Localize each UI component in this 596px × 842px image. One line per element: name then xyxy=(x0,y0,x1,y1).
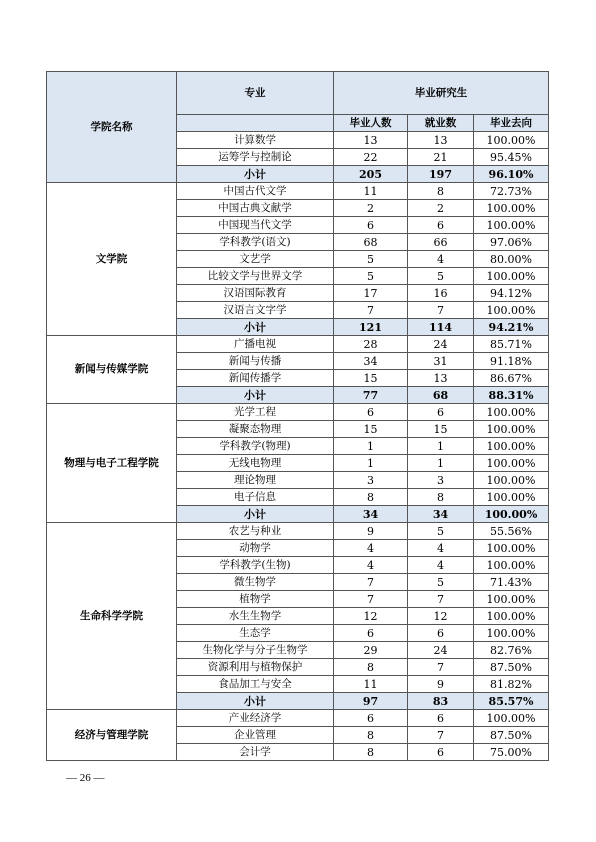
destination-rate: 95.45% xyxy=(474,149,549,166)
employed-count: 24 xyxy=(408,642,474,659)
major-name: 企业管理 xyxy=(177,727,334,744)
subtotal-label: 小计 xyxy=(177,506,334,523)
destination-rate: 81.82% xyxy=(474,676,549,693)
employed-count: 8 xyxy=(408,489,474,506)
graduates-count: 8 xyxy=(334,489,408,506)
graduates-count: 11 xyxy=(334,183,408,200)
major-name: 学科教学(物理) xyxy=(177,438,334,455)
subtotal-rate: 88.31% xyxy=(474,387,549,404)
major-name: 比较文学与世界文学 xyxy=(177,268,334,285)
employed-count: 2 xyxy=(408,200,474,217)
destination-header: 毕业去向 xyxy=(474,115,549,132)
graduates-count: 4 xyxy=(334,540,408,557)
subtotal-graduates: 77 xyxy=(334,387,408,404)
employed-count: 13 xyxy=(408,370,474,387)
college-name: 经济与管理学院 xyxy=(47,710,177,761)
major-name: 产业经济学 xyxy=(177,710,334,727)
graduates-count: 28 xyxy=(334,336,408,353)
major-name: 食品加工与安全 xyxy=(177,676,334,693)
subtotal-rate: 85.57% xyxy=(474,693,549,710)
major-name: 会计学 xyxy=(177,744,334,761)
graduates-count: 15 xyxy=(334,370,408,387)
major-name: 运筹学与控制论 xyxy=(177,149,334,166)
major-name: 新闻传播学 xyxy=(177,370,334,387)
major-name: 文艺学 xyxy=(177,251,334,268)
graduates-count: 8 xyxy=(334,659,408,676)
subtotal-label: 小计 xyxy=(177,166,334,183)
major-name: 凝聚态物理 xyxy=(177,421,334,438)
major-name: 生物化学与分子生物学 xyxy=(177,642,334,659)
major-name: 光学工程 xyxy=(177,404,334,421)
college-name: 生命科学学院 xyxy=(47,523,177,710)
destination-rate: 100.00% xyxy=(474,557,549,574)
graduates-count: 1 xyxy=(334,438,408,455)
graduates-count: 13 xyxy=(334,132,408,149)
graduates-count: 68 xyxy=(334,234,408,251)
graduates-count: 17 xyxy=(334,285,408,302)
graduates-count: 7 xyxy=(334,574,408,591)
major-name: 微生物学 xyxy=(177,574,334,591)
destination-rate: 71.43% xyxy=(474,574,549,591)
destination-rate: 100.00% xyxy=(474,625,549,642)
destination-rate: 100.00% xyxy=(474,268,549,285)
destination-rate: 100.00% xyxy=(474,591,549,608)
subtotal-rate: 100.00% xyxy=(474,506,549,523)
employed-count: 12 xyxy=(408,608,474,625)
graduate-group-header: 毕业研究生 xyxy=(334,72,549,115)
destination-rate: 100.00% xyxy=(474,200,549,217)
subtotal-rate: 94.21% xyxy=(474,319,549,336)
destination-rate: 100.00% xyxy=(474,217,549,234)
destination-rate: 100.00% xyxy=(474,710,549,727)
employed-count: 1 xyxy=(408,455,474,472)
destination-rate: 91.18% xyxy=(474,353,549,370)
destination-rate: 100.00% xyxy=(474,302,549,319)
employed-count: 5 xyxy=(408,268,474,285)
table-row xyxy=(47,523,549,540)
major-name: 资源利用与植物保护 xyxy=(177,659,334,676)
subtotal-employed: 68 xyxy=(408,387,474,404)
employed-count: 6 xyxy=(408,744,474,761)
major-name: 学科教学(语文) xyxy=(177,234,334,251)
subtotal-graduates: 121 xyxy=(334,319,408,336)
graduates-count: 7 xyxy=(334,302,408,319)
destination-rate: 82.76% xyxy=(474,642,549,659)
graduates-count: 4 xyxy=(334,557,408,574)
employed-count: 4 xyxy=(408,251,474,268)
destination-rate: 87.50% xyxy=(474,659,549,676)
employed-count: 6 xyxy=(408,710,474,727)
major-name: 无线电物理 xyxy=(177,455,334,472)
destination-rate: 100.00% xyxy=(474,132,549,149)
subtotal-employed: 197 xyxy=(408,166,474,183)
employed-count: 1 xyxy=(408,438,474,455)
graduates-count: 2 xyxy=(334,200,408,217)
major-name: 汉语国际教育 xyxy=(177,285,334,302)
graduates-count: 8 xyxy=(334,727,408,744)
subtotal-label: 小计 xyxy=(177,693,334,710)
graduates-count: 8 xyxy=(334,744,408,761)
major-name: 理论物理 xyxy=(177,472,334,489)
major-header: 专业 xyxy=(177,72,334,115)
destination-rate: 100.00% xyxy=(474,404,549,421)
destination-rate: 72.73% xyxy=(474,183,549,200)
employed-count: 31 xyxy=(408,353,474,370)
table-row xyxy=(47,710,549,727)
destination-rate: 100.00% xyxy=(474,540,549,557)
employed-count: 4 xyxy=(408,540,474,557)
employed-count: 7 xyxy=(408,727,474,744)
employed-count: 24 xyxy=(408,336,474,353)
destination-rate: 100.00% xyxy=(474,608,549,625)
graduates-count: 11 xyxy=(334,676,408,693)
employed-count: 16 xyxy=(408,285,474,302)
graduates-count: 5 xyxy=(334,251,408,268)
major-name: 中国古典文献学 xyxy=(177,200,334,217)
graduates-count: 7 xyxy=(334,591,408,608)
table-row xyxy=(47,336,549,353)
graduates-count: 22 xyxy=(334,149,408,166)
major-name: 动物学 xyxy=(177,540,334,557)
employed-count: 13 xyxy=(408,132,474,149)
graduates-count: 6 xyxy=(334,710,408,727)
major-name: 新闻与传播 xyxy=(177,353,334,370)
employed-count: 7 xyxy=(408,591,474,608)
major-name: 学科教学(生物) xyxy=(177,557,334,574)
graduates-count: 15 xyxy=(334,421,408,438)
destination-rate: 87.50% xyxy=(474,727,549,744)
employed-count: 5 xyxy=(408,574,474,591)
major-name: 植物学 xyxy=(177,591,334,608)
destination-rate: 85.71% xyxy=(474,336,549,353)
subtotal-graduates: 205 xyxy=(334,166,408,183)
subtotal-rate: 96.10% xyxy=(474,166,549,183)
employed-count: 21 xyxy=(408,149,474,166)
destination-rate: 86.67% xyxy=(474,370,549,387)
major-name: 生态学 xyxy=(177,625,334,642)
subtotal-label: 小计 xyxy=(177,387,334,404)
graduates-count: 3 xyxy=(334,472,408,489)
major-name: 计算数学 xyxy=(177,132,334,149)
college-name: 新闻与传媒学院 xyxy=(47,336,177,404)
graduates-count: 1 xyxy=(334,455,408,472)
major-name: 中国现当代文学 xyxy=(177,217,334,234)
major-name: 电子信息 xyxy=(177,489,334,506)
destination-rate: 97.06% xyxy=(474,234,549,251)
graduates-count: 34 xyxy=(334,353,408,370)
destination-rate: 75.00% xyxy=(474,744,549,761)
employed-count: 9 xyxy=(408,676,474,693)
employed-count: 66 xyxy=(408,234,474,251)
employed-count: 5 xyxy=(408,523,474,540)
graduates-count: 29 xyxy=(334,642,408,659)
employed-count: 3 xyxy=(408,472,474,489)
employed-count: 4 xyxy=(408,557,474,574)
destination-rate: 100.00% xyxy=(474,455,549,472)
major-name: 汉语言文字学 xyxy=(177,302,334,319)
employed-count: 6 xyxy=(408,404,474,421)
graduates-count: 6 xyxy=(334,625,408,642)
college-name: 文学院 xyxy=(47,183,177,336)
graduates-header: 毕业人数 xyxy=(334,115,408,132)
page-number: — 26 — xyxy=(66,772,105,784)
subtotal-employed: 34 xyxy=(408,506,474,523)
major-header-blank xyxy=(177,115,334,132)
employed-count: 6 xyxy=(408,625,474,642)
destination-rate: 80.00% xyxy=(474,251,549,268)
subtotal-employed: 83 xyxy=(408,693,474,710)
employed-count: 15 xyxy=(408,421,474,438)
employed-count: 7 xyxy=(408,659,474,676)
major-name: 中国古代文学 xyxy=(177,183,334,200)
table-row xyxy=(47,183,549,200)
major-name: 水生生物学 xyxy=(177,608,334,625)
college-header: 学院名称 xyxy=(47,72,177,183)
employed-count: 7 xyxy=(408,302,474,319)
employed-count: 8 xyxy=(408,183,474,200)
destination-rate: 100.00% xyxy=(474,472,549,489)
destination-rate: 100.00% xyxy=(474,489,549,506)
destination-rate: 100.00% xyxy=(474,421,549,438)
major-name: 广播电视 xyxy=(177,336,334,353)
major-name: 农艺与种业 xyxy=(177,523,334,540)
employed-header: 就业数 xyxy=(408,115,474,132)
graduates-count: 9 xyxy=(334,523,408,540)
employment-table xyxy=(46,71,549,761)
destination-rate: 55.56% xyxy=(474,523,549,540)
graduates-count: 6 xyxy=(334,217,408,234)
employed-count: 6 xyxy=(408,217,474,234)
college-name: 物理与电子工程学院 xyxy=(47,404,177,523)
subtotal-label: 小计 xyxy=(177,319,334,336)
graduates-count: 5 xyxy=(334,268,408,285)
destination-rate: 94.12% xyxy=(474,285,549,302)
subtotal-graduates: 34 xyxy=(334,506,408,523)
graduates-count: 6 xyxy=(334,404,408,421)
destination-rate: 100.00% xyxy=(474,438,549,455)
table-row xyxy=(47,404,549,421)
subtotal-employed: 114 xyxy=(408,319,474,336)
subtotal-graduates: 97 xyxy=(334,693,408,710)
graduates-count: 12 xyxy=(334,608,408,625)
